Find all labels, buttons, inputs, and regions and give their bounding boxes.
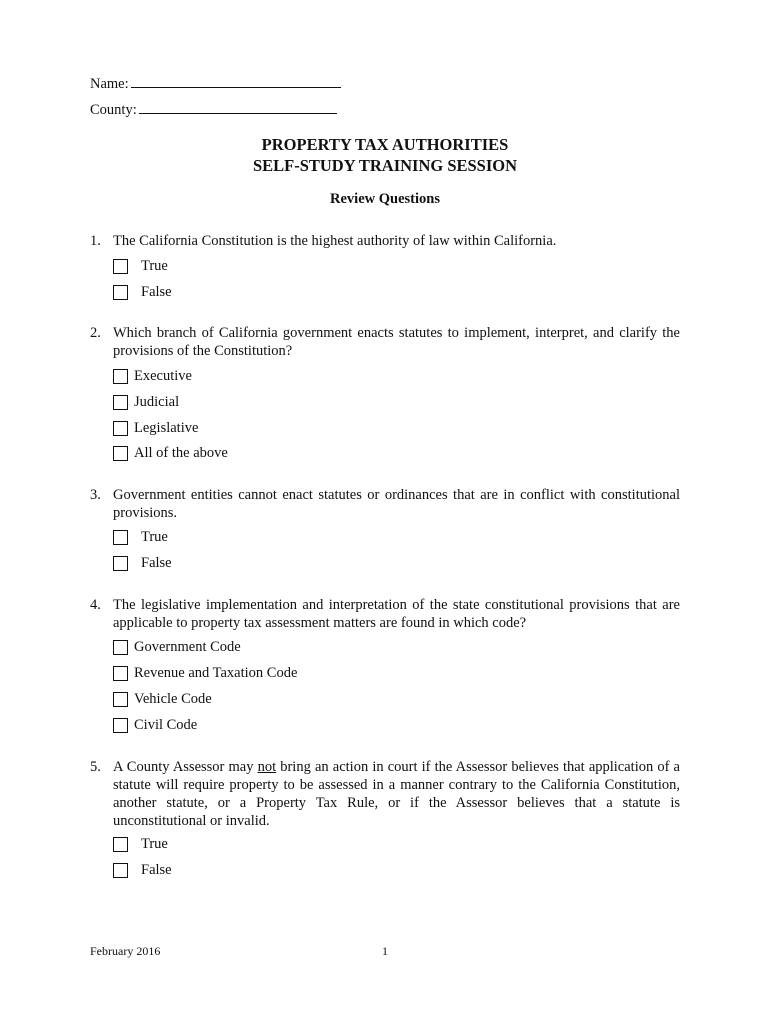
- option-label: Vehicle Code: [134, 691, 212, 707]
- name-field: [90, 73, 341, 93]
- option-label: Government Code: [134, 639, 241, 655]
- question-number: 2.: [90, 325, 101, 341]
- checkbox-q4-government-code[interactable]: [113, 640, 128, 655]
- county-field: [90, 99, 337, 119]
- question-3: [90, 486, 680, 522]
- page-number: 1: [382, 944, 388, 958]
- checkbox-q5-false[interactable]: [113, 863, 128, 878]
- question-1: [90, 232, 680, 250]
- option-label: True: [141, 258, 168, 274]
- checkbox-q5-true[interactable]: [113, 837, 128, 852]
- document-title-line1: PROPERTY TAX AUTHORITIES: [261, 135, 509, 154]
- question-5: [90, 758, 680, 830]
- checkbox-q4-civil-code[interactable]: [113, 718, 128, 733]
- question-text: Government entities cannot enact statutes or ordinances that are in conflict with constitutional provisions.: [113, 487, 680, 521]
- question-4: [90, 596, 680, 632]
- checkbox-q3-true[interactable]: [113, 530, 128, 545]
- question-number: 5.: [90, 759, 101, 775]
- option-label: Executive: [134, 368, 192, 384]
- question-text: The California Constitution is the highest authority of law within California.: [113, 233, 557, 249]
- checkbox-q2-all[interactable]: [113, 446, 128, 461]
- checkbox-q4-vehicle-code[interactable]: [113, 692, 128, 707]
- name-label: Name:: [90, 76, 129, 92]
- option-label: True: [141, 529, 168, 545]
- emphasis-not: not: [257, 759, 277, 775]
- county-input-line[interactable]: [139, 99, 337, 114]
- checkbox-q2-executive[interactable]: [113, 369, 128, 384]
- footer-date: February 2016: [90, 944, 161, 958]
- question-text: The legislative implementation and interpretation of the state constitutional provisions that are applicable to property tax assessment matters are found in which code?: [113, 597, 680, 631]
- option-label: Judicial: [134, 394, 180, 410]
- question-number: 1.: [90, 233, 101, 249]
- name-input-line[interactable]: [131, 73, 341, 88]
- question-text: A County Assessor may not bring an action in court if the Assessor believes that application of a statute will require property to be assessed in a manner contrary to the California Constitution, another statute, or a Property Tax Rule, or if the Assessor believes that a statute is unconstitutional or invalid.: [113, 759, 680, 829]
- checkbox-q3-false[interactable]: [113, 556, 128, 571]
- option-label: All of the above: [134, 445, 228, 461]
- document-title-line2: SELF-STUDY TRAINING SESSION: [252, 156, 518, 175]
- option-label: True: [141, 836, 168, 852]
- checkbox-q1-false[interactable]: [113, 285, 128, 300]
- option-label: Civil Code: [134, 717, 198, 733]
- question-number: 4.: [90, 597, 101, 613]
- county-label: County:: [90, 102, 137, 118]
- option-label: False: [141, 284, 172, 300]
- option-label: False: [141, 555, 172, 571]
- checkbox-q4-revenue-taxation-code[interactable]: [113, 666, 128, 681]
- checkbox-q2-judicial[interactable]: [113, 395, 128, 410]
- checkbox-q2-legislative[interactable]: [113, 421, 128, 436]
- option-label: Legislative: [134, 420, 199, 436]
- question-text: Which branch of California government enacts statutes to implement, interpret, and clarify the provisions of the Constitution?: [113, 325, 680, 359]
- document-subtitle: Review Questions: [330, 191, 440, 207]
- option-label: Revenue and Taxation Code: [134, 665, 298, 681]
- question-2: [90, 324, 680, 360]
- option-label: False: [141, 862, 172, 878]
- question-number: 3.: [90, 487, 101, 503]
- checkbox-q1-true[interactable]: [113, 259, 128, 274]
